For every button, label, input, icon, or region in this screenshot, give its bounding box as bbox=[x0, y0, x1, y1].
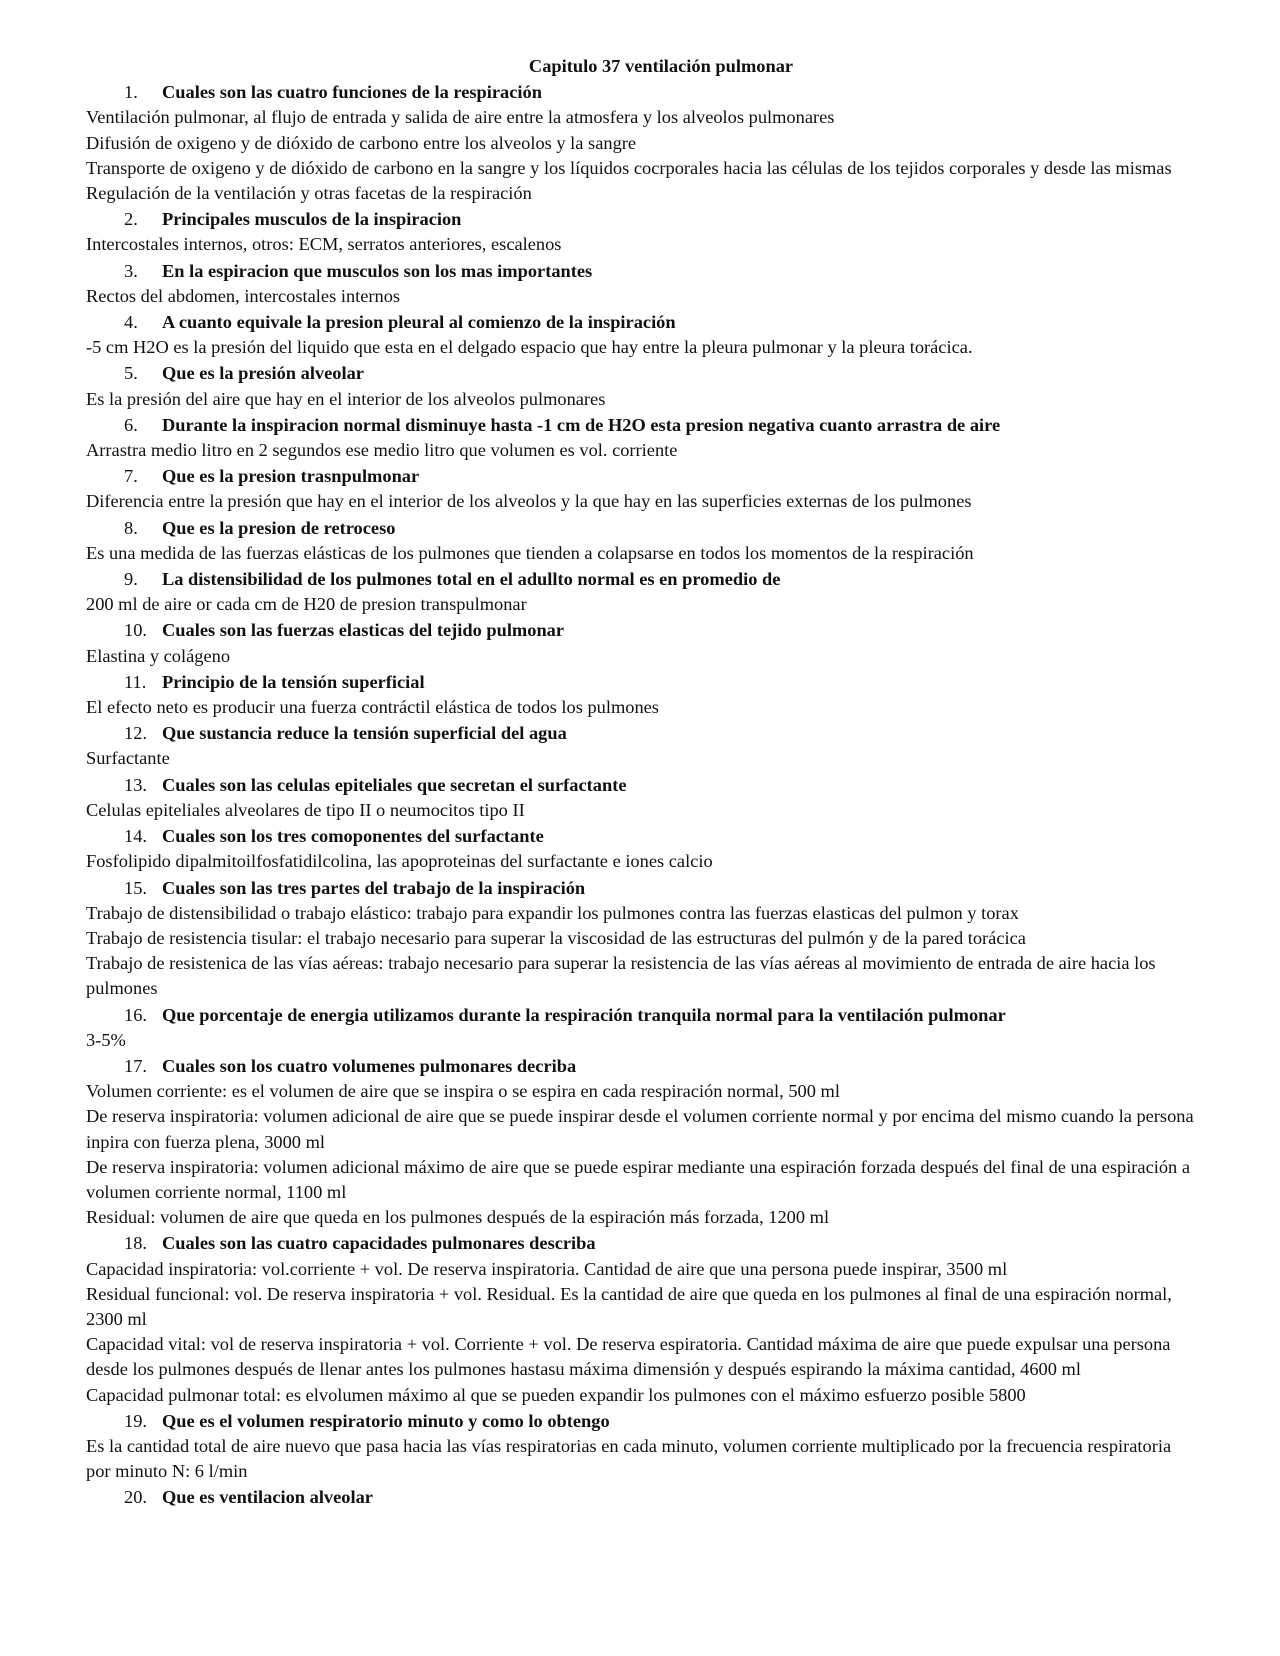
question-heading bbox=[86, 1003, 1196, 1028]
answer-text: Trabajo de resistencia tisular: el trabajo necesario para superar la viscosidad de las estructuras del pulmón y de la pared torácica bbox=[86, 927, 1026, 948]
question-heading bbox=[86, 721, 1196, 746]
answer-text: Trabajo de resistenica de las vías aéreas: trabajo necesario para superar la resistencia de las vías aéreas al movimiento de entrada de aire hacia los pulmones bbox=[86, 953, 1156, 999]
answer-text: Es una medida de las fuerzas elásticas de los pulmones que tienden a colapsarse en todos los momentos de la respiración bbox=[86, 542, 974, 563]
question-heading bbox=[86, 773, 1196, 798]
question-text: Cuales son los tres comoponentes del surfactante bbox=[162, 826, 544, 847]
answer-text: Trabajo de distensibilidad o trabajo elástico: trabajo para expandir los pulmones contra las fuerzas elasticas del pulmon y torax bbox=[86, 902, 1019, 923]
answer-text: Difusión de oxigeno y de dióxido de carbono entre los alveolos y la sangre bbox=[86, 132, 637, 153]
question-heading bbox=[86, 1054, 1196, 1079]
question-heading bbox=[86, 670, 1196, 695]
question-number: 15. bbox=[124, 877, 147, 898]
answer-text: Rectos del abdomen, intercostales internos bbox=[86, 285, 401, 306]
question-text: Cuales son las cuatro capacidades pulmonares describa bbox=[162, 1233, 596, 1254]
answer-text: -5 cm H2O es la presión del liquido que esta en el delgado espacio que hay entre la pleura pulmonar y la pleura torácica. bbox=[86, 337, 973, 358]
question-text: Cuales son los cuatro volumenes pulmonares decriba bbox=[162, 1055, 577, 1076]
answer-text: Capacidad pulmonar total: es elvolumen máximo al que se pueden expandir los pulmones con el máximo esfuerzo posible 5800 bbox=[86, 1384, 1026, 1405]
question-number: 19. bbox=[124, 1410, 147, 1431]
question-heading bbox=[86, 259, 1196, 284]
question-text: Principio de la tensión superficial bbox=[162, 671, 425, 692]
question-number: 8. bbox=[124, 517, 138, 538]
document-page bbox=[86, 54, 1196, 1511]
question-text: Que es el volumen respiratorio minuto y como lo obtengo bbox=[162, 1410, 610, 1431]
answer-text: 200 ml de aire or cada cm de H20 de presion transpulmonar bbox=[86, 594, 527, 615]
answer-text: Volumen corriente: es el volumen de aire que se inspira o se espira en cada respiración normal, 500 ml bbox=[86, 1081, 840, 1102]
answer-text: Transporte de oxigeno y de dióxido de carbono en la sangre y los líquidos cocrporales hacia las células de los tejidos corporales y desde las mismas bbox=[86, 157, 1172, 178]
question-heading bbox=[86, 1485, 1196, 1510]
question-number: 14. bbox=[124, 826, 147, 847]
answer-text: Diferencia entre la presión que hay en el interior de los alveolos y la que hay en las superficies externas de los pulmones bbox=[86, 491, 972, 512]
question-text: La distensibilidad de los pulmones total en el adullto normal es en promedio de bbox=[162, 569, 781, 590]
question-text: Que porcentaje de energia utilizamos durante la respiración tranquila normal para la ventilación pulmonar bbox=[162, 1004, 1006, 1025]
question-text: Cuales son las celulas epiteliales que secretan el surfactante bbox=[162, 774, 627, 795]
question-number: 6. bbox=[124, 414, 138, 435]
question-heading bbox=[86, 207, 1196, 232]
qa-list bbox=[86, 80, 1196, 1510]
question-text: Que es la presión alveolar bbox=[162, 363, 364, 384]
answer-text: Elastina y colágeno bbox=[86, 645, 231, 666]
answer-text: Surfactante bbox=[86, 748, 170, 769]
question-heading bbox=[86, 516, 1196, 541]
question-text: Cuales son las fuerzas elasticas del tejido pulmonar bbox=[162, 620, 565, 641]
answer-text: De reserva inspiratoria: volumen adicional máximo de aire que se puede espirar mediante una espiración forzada después del final de una espiración a volumen corriente normal, 1100 ml bbox=[86, 1156, 1191, 1202]
answer-text: Capacidad vital: vol de reserva inspiratoria + vol. Corriente + vol. De reserva espiratoria. Cantidad máxima de aire que puede expulsar una persona desde los pulmones después de llenar antes los pulmones hastasu máxima dimensión y después espirando la máxima cantidad, 4600 ml bbox=[86, 1334, 1171, 1380]
answer-text: Es la presión del aire que hay en el interior de los alveolos pulmonares bbox=[86, 388, 606, 409]
answer-text: Residual funcional: vol. De reserva inspiratoria + vol. Residual. Es la cantidad de aire que queda en los pulmones al final de una espiración normal, 2300 ml bbox=[86, 1283, 1172, 1329]
question-heading bbox=[86, 618, 1196, 643]
answer-text: 3-5% bbox=[86, 1029, 126, 1050]
question-heading bbox=[86, 310, 1196, 335]
question-number: 1. bbox=[124, 82, 138, 103]
answer-text: Es la cantidad total de aire nuevo que pasa hacia las vías respiratorias en cada minuto, volumen corriente multiplicado por la frecuencia respiratoria por minuto N: 6 l/min bbox=[86, 1435, 1172, 1482]
question-number: 20. bbox=[124, 1487, 147, 1508]
question-number: 5. bbox=[124, 363, 138, 384]
question-heading bbox=[86, 1231, 1196, 1256]
question-number: 10. bbox=[124, 620, 147, 641]
question-text: Que es la presion de retroceso bbox=[162, 517, 396, 538]
question-text: Que es la presion trasnpulmonar bbox=[162, 466, 420, 487]
question-text: Que es ventilacion alveolar bbox=[162, 1487, 373, 1508]
question-number: 13. bbox=[124, 774, 147, 795]
question-heading bbox=[86, 361, 1196, 386]
question-number: 11. bbox=[124, 671, 147, 692]
question-text: Que sustancia reduce la tensión superficial del agua bbox=[162, 723, 567, 744]
question-heading bbox=[86, 464, 1196, 489]
question-heading bbox=[86, 80, 1196, 105]
document-title: Capitulo 37 ventilación pulmonar bbox=[528, 56, 794, 76]
question-number: 7. bbox=[124, 466, 138, 487]
question-number: 2. bbox=[124, 209, 138, 230]
question-number: 18. bbox=[124, 1233, 147, 1254]
answer-text: De reserva inspiratoria: volumen adicional de aire que se puede inspirar desde el volumen corriente normal y por encima del mismo cuando la persona inpira con fuerza plena, 3000 ml bbox=[86, 1106, 1194, 1152]
question-text: Principales musculos de la inspiracion bbox=[162, 209, 462, 230]
question-heading bbox=[86, 567, 1196, 592]
answer-text: Capacidad inspiratoria: vol.corriente + vol. De reserva inspiratoria. Cantidad de aire que una persona puede inspirar, 3500 ml bbox=[86, 1258, 1008, 1279]
answer-text: Celulas epiteliales alveolares de tipo II o neumocitos tipo II bbox=[86, 799, 525, 820]
question-text: Durante la inspiracion normal disminuye hasta -1 cm de H2O esta presion negativa cuanto arrastra de aire bbox=[162, 414, 1001, 435]
answer-text: Regulación de la ventilación y otras facetas de la respiración bbox=[86, 183, 532, 204]
question-heading bbox=[86, 1409, 1196, 1434]
question-text: Cuales son las cuatro funciones de la respiración bbox=[162, 82, 542, 103]
question-number: 9. bbox=[124, 569, 138, 590]
question-number: 12. bbox=[124, 723, 147, 744]
question-number: 16. bbox=[124, 1004, 147, 1025]
question-text: A cuanto equivale la presion pleural al comienzo de la inspiración bbox=[162, 312, 676, 333]
question-heading bbox=[86, 413, 1196, 438]
answer-text: Residual: volumen de aire que queda en los pulmones después de la espiración más forzada, 1200 ml bbox=[86, 1207, 830, 1228]
answer-text: Ventilación pulmonar, al flujo de entrada y salida de aire entre la atmosfera y los alveolos pulmonares bbox=[86, 107, 835, 128]
answer-text: El efecto neto es producir una fuerza contráctil elástica de todos los pulmones bbox=[86, 697, 659, 718]
question-number: 4. bbox=[124, 312, 138, 333]
answer-text: Intercostales internos, otros: ECM, serratos anteriores, escalenos bbox=[86, 234, 562, 255]
question-number: 17. bbox=[124, 1055, 147, 1076]
question-text: Cuales son las tres partes del trabajo de la inspiración bbox=[162, 877, 586, 898]
question-heading bbox=[86, 876, 1196, 901]
question-heading bbox=[86, 824, 1196, 849]
question-text: En la espiracion que musculos son los mas importantes bbox=[162, 260, 593, 281]
answer-text: Fosfolipido dipalmitoilfosfatidilcolina, las apoproteinas del surfactante e iones calcio bbox=[86, 851, 713, 872]
answer-text: Arrastra medio litro en 2 segundos ese medio litro que volumen es vol. corriente bbox=[86, 440, 678, 461]
question-number: 3. bbox=[124, 260, 138, 281]
